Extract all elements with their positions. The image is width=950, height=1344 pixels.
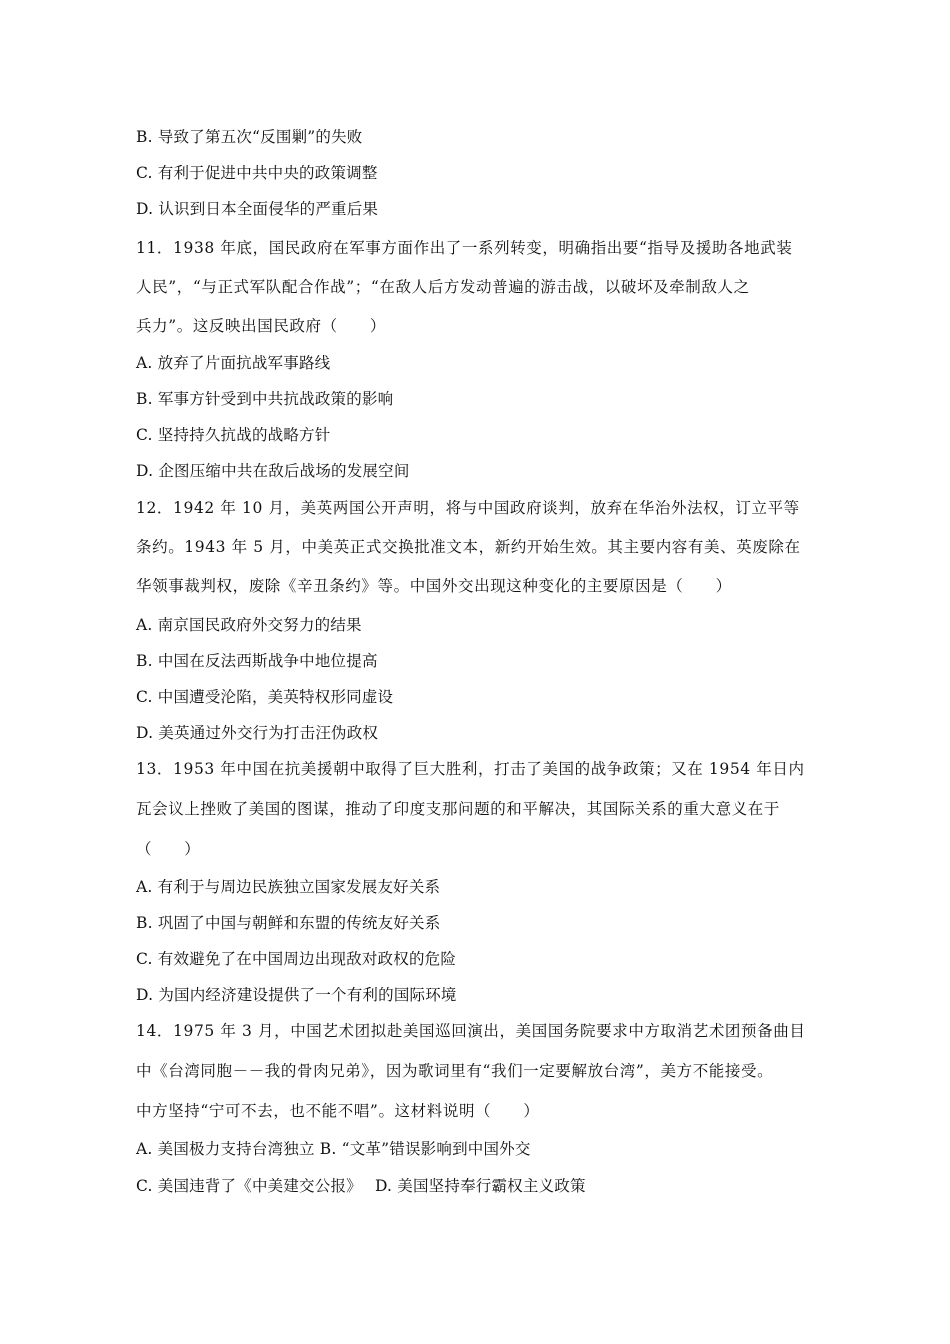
q12-stem-line-2: 条约。1943 年 5 月，中美英正式交换批准文本，新约开始生效。其主要内容有美、英废除在 — [136, 538, 801, 556]
q11-option-c: C. 坚持持久抗战的战略方针 — [136, 426, 331, 444]
q11-stem-line-2: 人民”，“与正式军队配合作战”；“在敌人后方发动普遍的游击战，以破坏及牵制敌人之 — [136, 278, 750, 296]
q13-option-b: B. 巩固了中国与朝鲜和东盟的传统友好关系 — [136, 914, 441, 932]
q11-option-a: A. 放弃了片面抗战军事路线 — [136, 354, 331, 372]
q12-stem-line-1: 12．1942 年 10 月，美英两国公开声明，将与中国政府谈判，放弃在华治外法权，订立平等 — [136, 499, 800, 517]
q14-stem-line-1: 14．1975 年 3 月，中国艺术团拟赴美国巡回演出，美国国务院要求中方取消艺术团预备曲目 — [136, 1022, 806, 1040]
q11-option-b: B. 军事方针受到中共抗战政策的影响 — [136, 390, 394, 408]
q13-stem-line-2: 瓦会议上挫败了美国的图谋，推动了印度支那问题的和平解决，其国际关系的重大意义在于 — [136, 800, 781, 818]
q14-options-line-1: A. 美国极力支持台湾独立 B. “文革”错误影响到中国外交 — [136, 1140, 531, 1158]
q11-stem-line-3: 兵力”。这反映出国民政府（ ） — [136, 317, 387, 335]
q10-option-b: B. 导致了第五次“反围剿”的失败 — [136, 128, 363, 146]
q12-option-d: D. 美英通过外交行为打击汪伪政权 — [136, 724, 379, 742]
q12-option-a: A. 南京国民政府外交努力的结果 — [136, 616, 362, 634]
q12-stem-line-3: 华领事裁判权，废除《辛丑条约》等。中国外交出现这种变化的主要原因是（ ） — [136, 577, 732, 595]
q13-option-a: A. 有利于与周边民族独立国家发展友好关系 — [136, 878, 441, 896]
q12-option-c: C. 中国遭受沦陷，美英特权形同虚设 — [136, 688, 394, 706]
q13-option-c: C. 有效避免了在中国周边出现敌对政权的危险 — [136, 950, 457, 968]
q11-stem-line-1: 11．1938 年底，国民政府在军事方面作出了一系列转变，明确指出要“指导及援助各地武装 — [136, 239, 793, 257]
q14-stem-line-2: 中《台湾同胞－－我的骨肉兄弟》，因为歌词里有“我们一定要解放台湾”，美方不能接受。 — [136, 1062, 774, 1080]
q13-stem-line-3: （ ） — [136, 840, 201, 858]
q11-option-d: D. 企图压缩中共在敌后战场的发展空间 — [136, 462, 410, 480]
q13-option-d: D. 为国内经济建设提供了一个有利的国际环境 — [136, 986, 457, 1004]
q14-stem-line-3: 中方坚持“宁可不去，也不能不唱”。这材料说明（ ） — [136, 1102, 540, 1120]
q14-options-line-2: C. 美国违背了《中美建交公报》 D. 美国坚持奉行霸权主义政策 — [136, 1177, 586, 1195]
q10-option-d: D. 认识到日本全面侵华的严重后果 — [136, 200, 379, 218]
q10-option-c: C. 有利于促进中共中央的政策调整 — [136, 164, 378, 182]
q13-stem-line-1: 13．1953 年中国在抗美援朝中取得了巨大胜利，打击了美国的战争政策；又在 1954 年日内 — [136, 760, 805, 778]
q12-option-b: B. 中国在反法西斯战争中地位提高 — [136, 652, 378, 670]
